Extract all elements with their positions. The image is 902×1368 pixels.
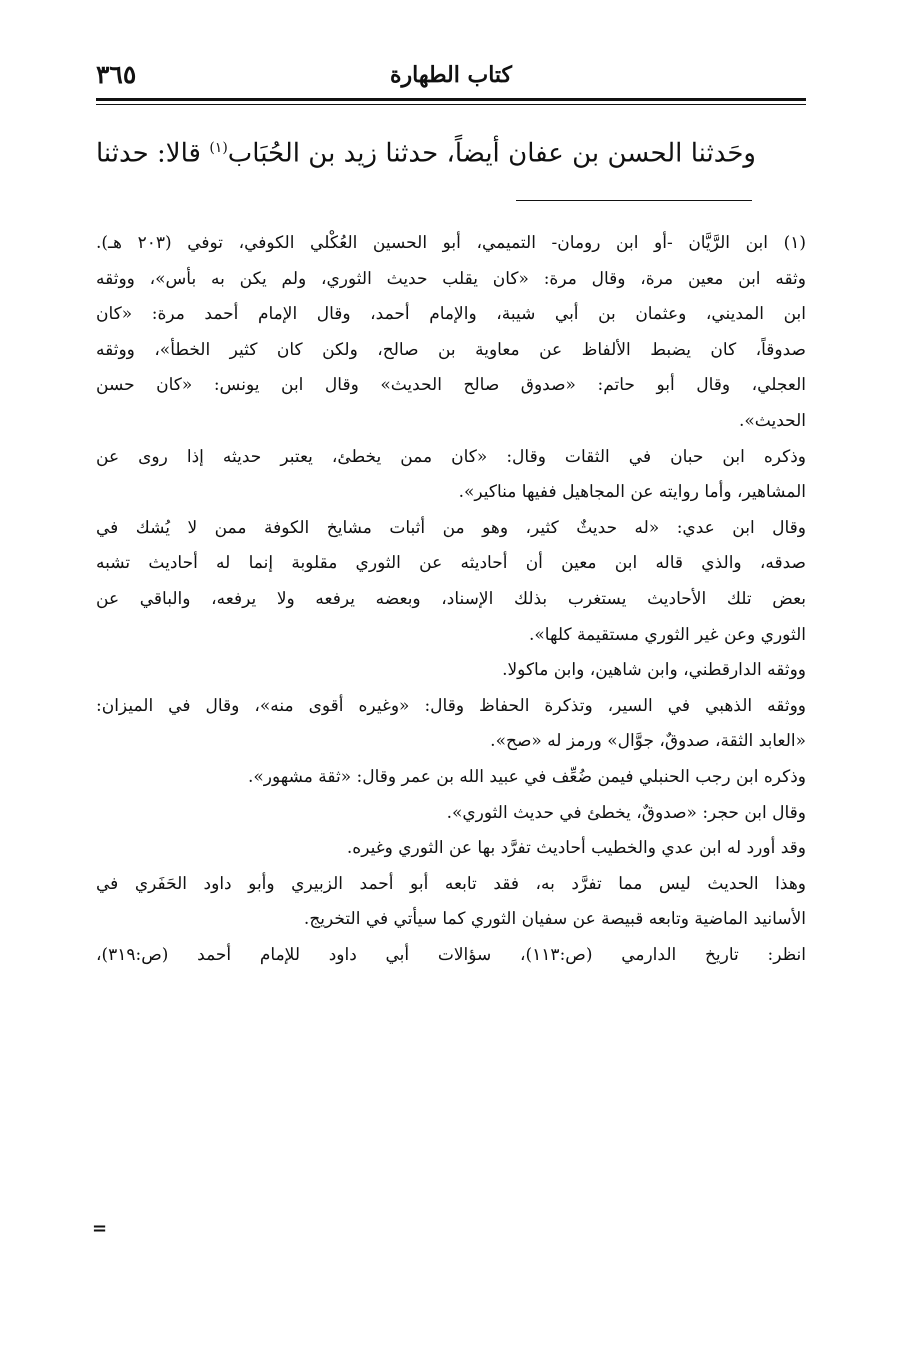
- footnote-line: (١) ابن الرَّيَّان -أو ابن رومان- التميمي، أبو الحسين العُكْلي الكوفي، توفي (٢٠٣ هـ).: [96, 233, 806, 253]
- footnote-line: وهذا الحديث ليس مما تفرَّد به، فقد تابعه أبو أحمد الزبيري وأبو داود الحَفَري في: [96, 873, 806, 894]
- footnote-line: ووثقه الذهبي في السير، وتذكرة الحفاظ وقال: «وغيره أقوى منه»، وقال في الميزان:: [96, 695, 806, 716]
- footnote-line: وثقه ابن معين مرة، وقال مرة: «كان يقلب حديث الثوري، ولم يكن به بأس»، ووثقه: [96, 268, 806, 289]
- footnotes-block: [96, 226, 806, 973]
- running-title: كتاب الطهارة: [389, 62, 513, 88]
- footnote-reference: (١): [209, 140, 228, 156]
- footnote-line: الحديث».: [738, 410, 806, 431]
- footnote-line: العجلي، وقال أبو حاتم: «صدوق صالح الحديث» وقال ابن يونس: «كان حسن: [96, 375, 806, 396]
- footnote-line: بعض تلك الأحاديث يستغرب بذلك الإسناد، وبعضه يرفعه ولا يرفعه، والباقي عن: [96, 588, 806, 609]
- footnote-line: صدوقاً، كان يضبط الألفاظ عن معاوية بن صالح، ولكن كان كثير الخطأ»، ووثقه: [96, 339, 806, 360]
- footnote-line: وقال ابن عدي: «له حديثٌ كثير، وهو من أثبات مشايخ الكوفة ممن لا يُشك في: [96, 517, 806, 538]
- footnote-line: الأسانيد الماضية وتابعه قبيصة عن سفيان الثوري كما سيأتي في التخريج.: [303, 909, 806, 930]
- footnote-line: ووثقه الدارقطني، وابن شاهين، وابن ماكولا.: [502, 660, 806, 681]
- page-number: ٣٦٥: [96, 60, 137, 89]
- footnote-separator: [516, 200, 752, 201]
- footnote-line: وقد أورد له ابن عدي والخطيب أحاديث تفرَّد بها عن الثوري وغيره.: [346, 838, 806, 859]
- footnote-line: وقال ابن حجر: «صدوقٌ، يخطئ في حديث الثوري».: [446, 802, 806, 823]
- page-header: [96, 60, 806, 96]
- footnote-line: صدقه، والذي قاله ابن معين أن أحاديثه عن الثوري مقلوبة إنما له أحاديث تشبه: [96, 553, 806, 574]
- footnote-line: «العابد الثقة، صدوقٌ، جوَّال» ورمز له «صح».: [490, 731, 806, 752]
- main-text-after-note: قالا: حدثنا: [96, 138, 210, 169]
- footnote-line: وذكره ابن رجب الحنبلي فيمن ضُعِّف في عبيد الله بن عمر وقال: «ثقة مشهور».: [247, 766, 806, 787]
- header-rule-thick: [96, 98, 806, 101]
- header-rule-thin: [96, 104, 806, 105]
- footnote-line: الثوري وعن غير الثوري مستقيمة كلها».: [529, 624, 806, 645]
- footnote-line: انظر: تاريخ الدارمي (ص:١١٣)، سؤالات أبي داود للإمام أحمد (ص:٣١٩)،: [96, 944, 806, 965]
- footnote-line: وذكره ابن حبان في الثقات وقال: «كان ممن يخطئ، يعتبر حديثه إذا روى عن: [96, 446, 806, 467]
- main-text-before-note: وحَدثنا الحسن بن عفان أيضاً، حدثنا زيد بن الحُبَاب: [227, 138, 756, 169]
- footnote-line: ابن المديني، وعثمان بن أبي شيبة، والإمام أحمد، وقال الإمام أحمد مرة: «كان: [96, 304, 806, 325]
- main-text-line: [96, 126, 756, 176]
- continuation-mark: =: [92, 1218, 108, 1239]
- footnote-line: المشاهير، وأما روايته عن المجاهيل ففيها مناكير».: [458, 482, 806, 503]
